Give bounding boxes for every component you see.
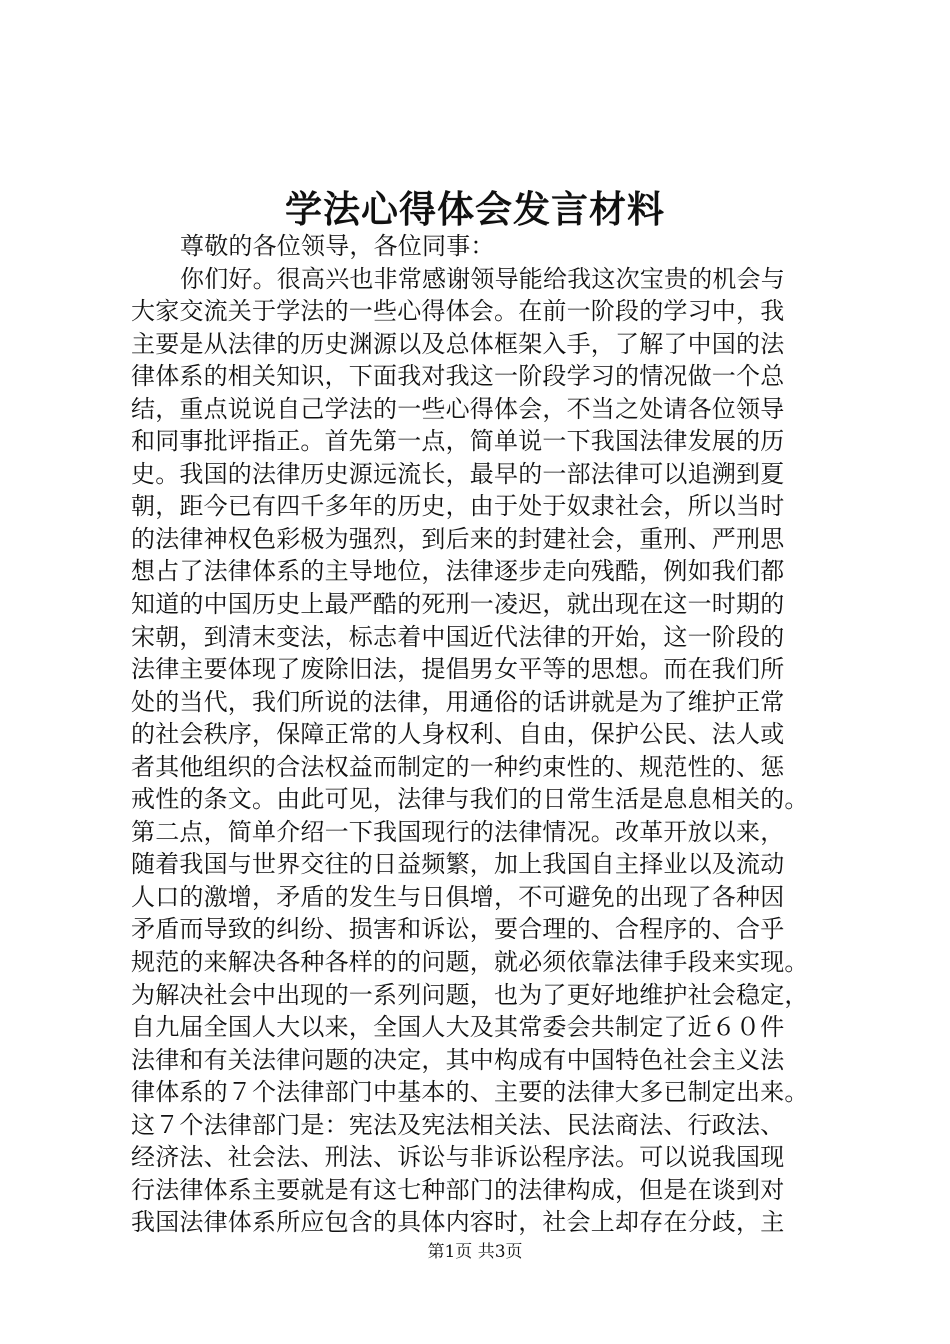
body-line: 人口的激增，矛盾的发生与日俱增，不可避免的出现了各种因 bbox=[131, 882, 785, 911]
body-line: 的法律神权色彩极为强烈，到后来的封建社会，重刑、严刑思 bbox=[131, 524, 785, 553]
body-line: 规范的来解决各种各样的的问题，就必须依靠法律手段来实现。 bbox=[131, 948, 809, 977]
body-line: 史。我国的法律历史源远流长，最早的一部法律可以追溯到夏 bbox=[131, 459, 785, 488]
body-line: 者其他组织的合法权益而制定的一种约束性的、规范性的、惩 bbox=[131, 752, 785, 781]
document-title: 学法心得体会发言材料 bbox=[285, 187, 665, 231]
body-line: 和同事批评指正。首先第一点，简单说一下我国法律发展的历 bbox=[131, 427, 785, 456]
body-line: 随着我国与世界交往的日益频繁，加上我国自主择业以及流动 bbox=[131, 850, 785, 879]
body-line: 大家交流关于学法的一些心得体会。在前一阶段的学习中，我 bbox=[131, 297, 785, 326]
body-line: 朝，距今已有四千多年的历史，由于处于奴隶社会，所以当时 bbox=[131, 492, 785, 521]
body-line: 想占了法律体系的主导地位，法律逐步走向残酷，例如我们都 bbox=[131, 557, 785, 586]
body-line: 行法律体系主要就是有这七种部门的法律构成，但是在谈到对 bbox=[131, 1175, 785, 1204]
body-line: 知道的中国历史上最严酷的死刑一凌迟，就出现在这一时期的 bbox=[131, 590, 785, 619]
document-body bbox=[131, 230, 831, 1239]
body-line: 法律主要体现了废除旧法，提倡男女平等的思想。而在我们所 bbox=[131, 655, 785, 684]
body-line: 主要是从法律的历史渊源以及总体框架入手，了解了中国的法 bbox=[131, 329, 785, 358]
body-line: 我国法律体系所应包含的具体内容时，社会上却存在分歧，主 bbox=[131, 1208, 785, 1237]
body-line: 你们好。很高兴也非常感谢领导能给我这次宝贵的机会与 bbox=[180, 264, 785, 293]
body-line: 的社会秩序，保障正常的人身权利、自由，保护公民、法人或 bbox=[131, 720, 785, 749]
body-line: 这７个法律部门是：宪法及宪法相关法、民法商法、行政法、 bbox=[131, 1110, 785, 1139]
body-line: 处的当代，我们所说的法律，用通俗的话讲就是为了维护正常 bbox=[131, 687, 785, 716]
body-line: 自九届全国人大以来，全国人大及其常委会共制定了近６０件 bbox=[131, 1013, 785, 1042]
body-line: 为解决社会中出现的一系列问题，也为了更好地维护社会稳定， bbox=[131, 980, 809, 1009]
page-number-footer: 第1页 共3页 bbox=[427, 1242, 523, 1262]
body-line: 法律和有关法律问题的决定，其中构成有中国特色社会主义法 bbox=[131, 1045, 785, 1074]
salutation-line: 尊敬的各位领导，各位同事： bbox=[180, 232, 495, 260]
body-line: 第二点，简单介绍一下我国现行的法律情况。改革开放以来， bbox=[131, 817, 785, 846]
body-line: 宋朝，到清末变法，标志着中国近代法律的开始，这一阶段的 bbox=[131, 622, 785, 651]
body-line: 戒性的条文。由此可见，法律与我们的日常生活是息息相关的。 bbox=[131, 785, 809, 814]
body-line: 经济法、社会法、刑法、诉讼与非诉讼程序法。可以说我国现 bbox=[131, 1143, 785, 1172]
body-line: 律体系的相关知识，下面我对我这一阶段学习的情况做一个总 bbox=[131, 362, 785, 391]
body-line: 律体系的７个法律部门中基本的、主要的法律大多已制定出来。 bbox=[131, 1078, 809, 1107]
body-line: 结，重点说说自己学法的一些心得体会，不当之处请各位领导 bbox=[131, 394, 785, 423]
body-line: 矛盾而导致的纠纷、损害和诉讼，要合理的、合程序的、合乎 bbox=[131, 915, 785, 944]
